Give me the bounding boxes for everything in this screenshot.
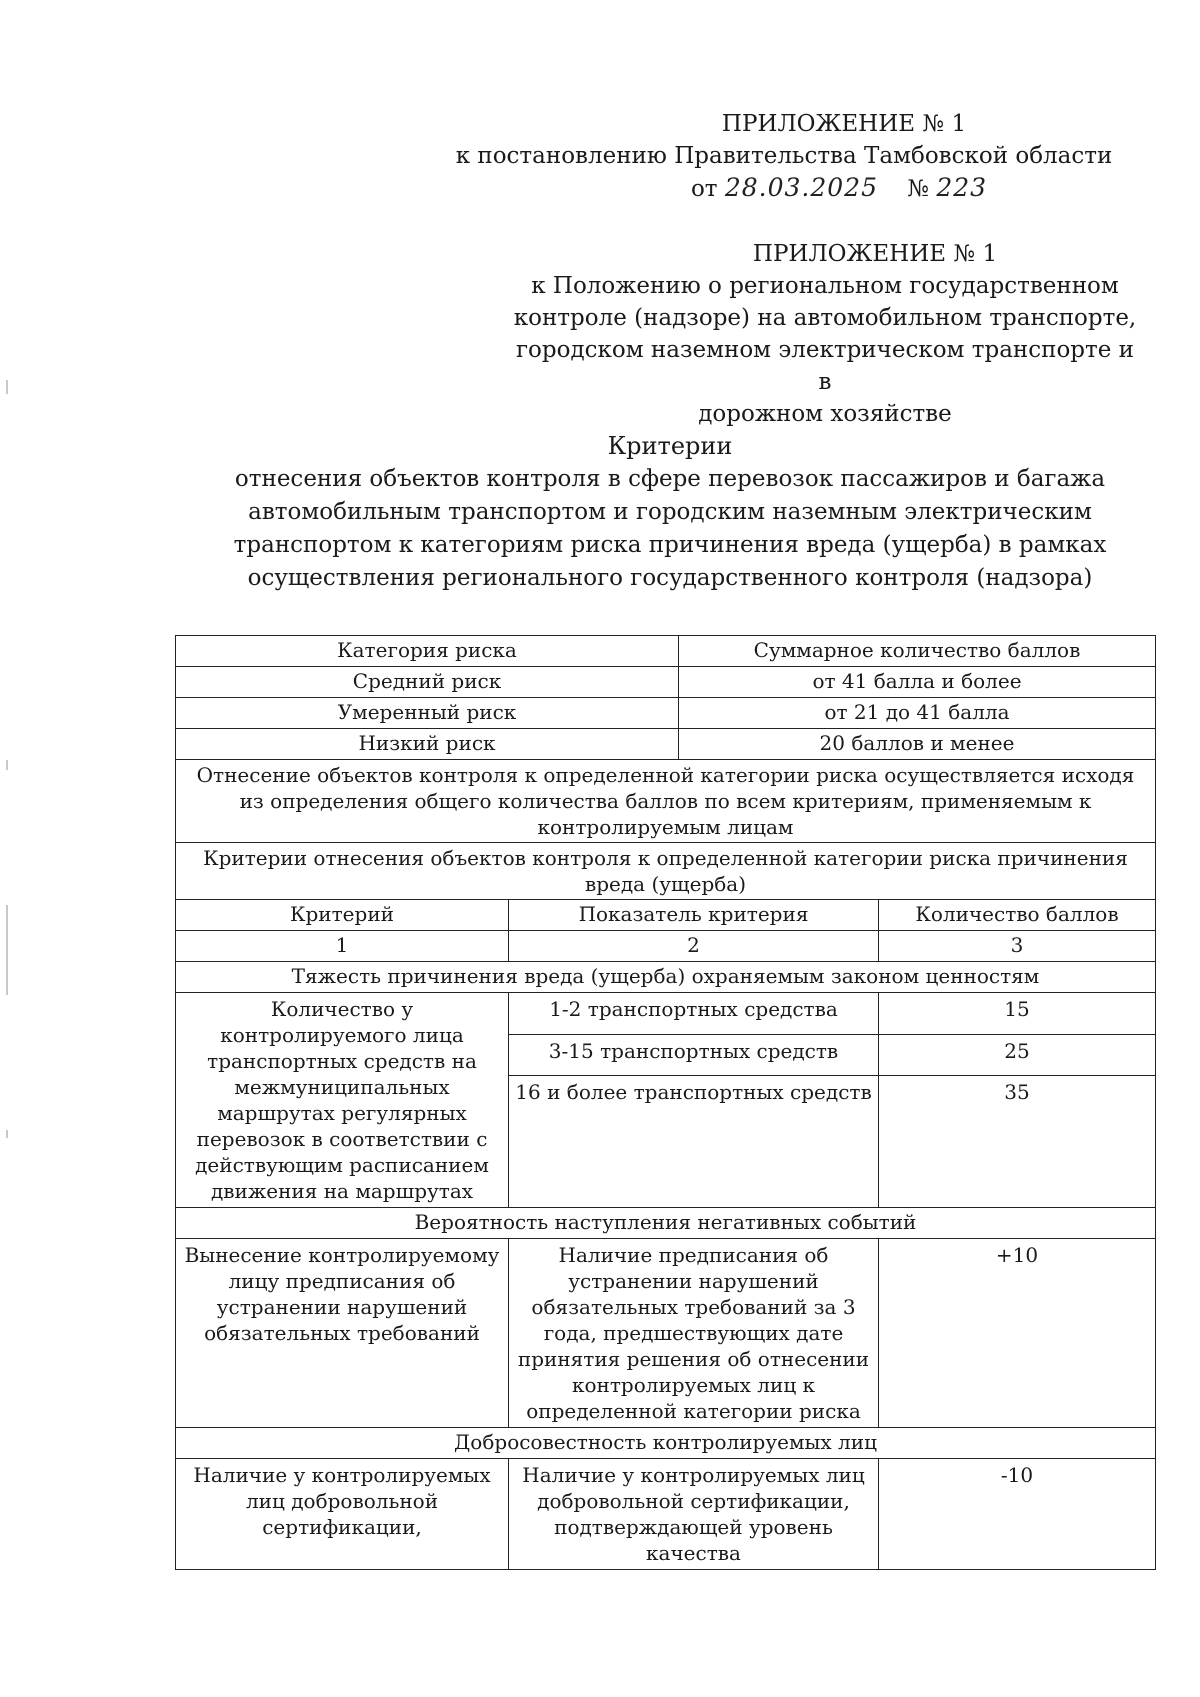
appendix-2-line: дорожном хозяйстве <box>698 401 952 427</box>
risk-category-cell: Умеренный риск <box>176 698 679 729</box>
table-row <box>176 760 1156 843</box>
classification-note-cell: Отнесение объектов контроля к определенной категории риска осуществляется исходя из определения общего количества баллов по всем критериям, применяемым к контролируемым лицам <box>176 760 1156 843</box>
table-row <box>176 1428 1156 1459</box>
table-row <box>176 636 1156 667</box>
title-line: транспортом к категориям риска причинения вреда (ущерба) в рамках <box>233 532 1107 558</box>
table-row <box>176 1459 1156 1570</box>
section-title-cell: Тяжесть причинения вреда (ущерба) охраняемым законом ценностям <box>176 962 1156 993</box>
column-number-cell: 1 <box>176 931 509 962</box>
table-row <box>176 1208 1156 1239</box>
table-row <box>176 698 1156 729</box>
handwritten-date: 28.03.2025 <box>724 173 878 202</box>
table-row <box>176 843 1156 900</box>
table-row <box>176 1239 1156 1428</box>
indicator-cell: 3-15 транспортных средств <box>509 1034 879 1076</box>
section-title-cell: Добросовестность контролируемых лиц <box>176 1428 1156 1459</box>
indicator-cell: 1-2 транспортных средства <box>509 993 879 1035</box>
risk-points-cell: от 41 балла и более <box>679 667 1156 698</box>
column-number-cell: 2 <box>509 931 879 962</box>
points-cell: 25 <box>879 1034 1156 1076</box>
from-label: от <box>690 176 718 202</box>
appendix-2-line: контроле (надзоре) на автомобильном транспорте, <box>513 305 1137 331</box>
table-row <box>176 667 1156 698</box>
table-row <box>176 962 1156 993</box>
header-cell-total-points: Суммарное количество баллов <box>679 636 1156 667</box>
appendix-1-decree-line: к постановлению Правительства Тамбовской области <box>455 143 1113 169</box>
header-cell-indicator: Показатель критерия <box>509 900 879 931</box>
title-line: отнесения объектов контроля в сфере перевозок пассажиров и багажа <box>234 466 1106 492</box>
appendix-1-date-line <box>424 172 1144 205</box>
number-label: № <box>907 176 929 202</box>
points-cell: 15 <box>879 993 1156 1035</box>
appendix-2-line: городском наземном электрическом транспорте и в <box>515 337 1135 395</box>
title-heading: Критерии <box>607 432 733 460</box>
table-row <box>176 931 1156 962</box>
criterion-cell: Вынесение контролируемому лицу предписания об устранении нарушений обязательных требований <box>176 1239 509 1428</box>
header-cell-criterion: Критерий <box>176 900 509 931</box>
column-number-cell: 3 <box>879 931 1156 962</box>
appendix-header-2 <box>510 238 1140 430</box>
title-line: автомобильным транспортом и городским наземным электрическим <box>248 499 1092 525</box>
table-row <box>176 993 1156 1035</box>
header-cell-points: Количество баллов <box>879 900 1156 931</box>
risk-criteria-table <box>175 635 1156 1570</box>
indicator-cell: Наличие у контролируемых лиц добровольной сертификации, подтверждающей уровень качества <box>509 1459 879 1570</box>
scan-edge-marks <box>6 0 10 1697</box>
appendix-2-title: ПРИЛОЖЕНИЕ № 1 <box>752 241 998 267</box>
table-row <box>176 900 1156 931</box>
document-title <box>170 430 1170 595</box>
handwritten-number: 223 <box>936 173 988 202</box>
table-row <box>176 729 1156 760</box>
points-cell: 35 <box>879 1076 1156 1208</box>
criterion-cell: Количество у контролируемого лица транспортных средств на межмуниципальных маршрутах регулярных перевозок в соответствии с действующим расписанием движения на маршрутах <box>176 993 509 1208</box>
appendix-header-1 <box>424 108 1144 205</box>
appendix-2-line: к Положению о региональном государственном <box>531 273 1119 299</box>
points-cell: +10 <box>879 1239 1156 1428</box>
risk-points-cell: 20 баллов и менее <box>679 729 1156 760</box>
risk-category-cell: Низкий риск <box>176 729 679 760</box>
criterion-cell: Наличие у контролируемых лиц добровольной сертификации, <box>176 1459 509 1570</box>
section-title-cell: Вероятность наступления негативных событий <box>176 1208 1156 1239</box>
indicator-cell: Наличие предписания об устранении нарушений обязательных требований за 3 года, предшествующих дате принятия решения об отнесении контролируемых лиц к определенной категории риска <box>509 1239 879 1428</box>
risk-points-cell: от 21 до 41 балла <box>679 698 1156 729</box>
points-cell: -10 <box>879 1459 1156 1570</box>
appendix-1-title: ПРИЛОЖЕНИЕ № 1 <box>721 111 967 137</box>
title-line: осуществления регионального государственного контроля (надзора) <box>247 565 1093 591</box>
indicator-cell: 16 и более транспортных средств <box>509 1076 879 1208</box>
header-cell-risk-category: Категория риска <box>176 636 679 667</box>
risk-category-cell: Средний риск <box>176 667 679 698</box>
criteria-title-cell: Критерии отнесения объектов контроля к определенной категории риска причинения вреда (ущерба) <box>176 843 1156 900</box>
